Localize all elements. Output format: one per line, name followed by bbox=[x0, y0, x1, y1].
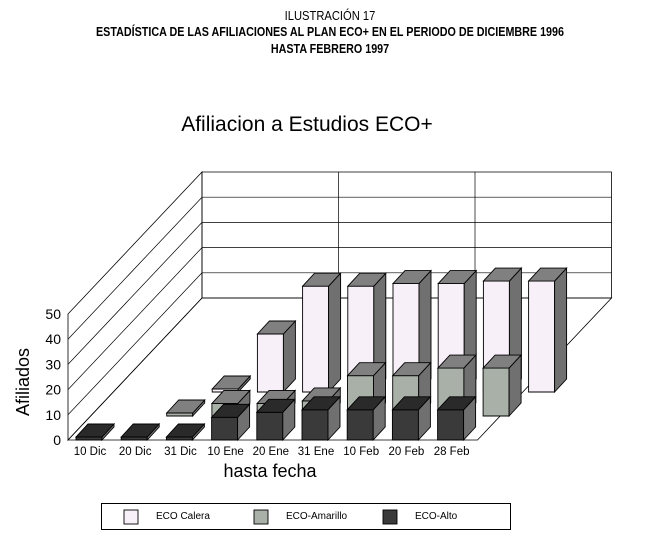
legend-swatch bbox=[124, 510, 138, 524]
bar-front bbox=[302, 410, 328, 440]
bar bbox=[76, 424, 114, 440]
side-grid-line bbox=[68, 197, 202, 339]
legend bbox=[101, 503, 511, 530]
bar-front bbox=[483, 368, 509, 416]
legend-swatch bbox=[383, 510, 397, 524]
bar-front bbox=[529, 281, 555, 392]
bar bbox=[483, 355, 521, 416]
bar-top bbox=[167, 400, 205, 413]
bar-top bbox=[121, 424, 159, 437]
y-tick-label: 0 bbox=[53, 432, 61, 448]
x-tick-label: 10 Ene bbox=[207, 446, 244, 458]
x-tick-label: 20 Feb bbox=[388, 446, 425, 458]
x-tick-label: 10 Feb bbox=[343, 446, 380, 458]
bar bbox=[303, 273, 341, 392]
side-grid-line bbox=[68, 273, 202, 415]
bar bbox=[257, 321, 295, 392]
bar-front bbox=[392, 410, 418, 440]
bar-side bbox=[555, 268, 567, 392]
legend-label: ECO-Amarillo bbox=[286, 511, 348, 522]
y-tick-label: 50 bbox=[45, 306, 61, 322]
bar bbox=[438, 397, 476, 440]
legend-item bbox=[254, 510, 348, 524]
legend-item bbox=[124, 510, 210, 524]
bar-front bbox=[438, 410, 464, 440]
x-tick-label: 31 Ene bbox=[297, 446, 335, 458]
legend-item bbox=[383, 510, 458, 524]
y-tick-label: 20 bbox=[45, 381, 61, 398]
bar-top bbox=[212, 376, 250, 389]
bar bbox=[529, 268, 567, 392]
chart-title: Afiliacion a Estudios ECO+ bbox=[181, 113, 433, 136]
y-tick-label: 10 bbox=[45, 406, 61, 423]
side-grid-line bbox=[68, 222, 202, 364]
bar-front bbox=[303, 286, 329, 392]
bar bbox=[302, 397, 340, 440]
legend-label: ECO Calera bbox=[156, 511, 210, 522]
bar bbox=[347, 397, 385, 440]
figure-title-line-2: HASTA FEBRERO 1997 bbox=[270, 42, 390, 56]
y-tick-label: 40 bbox=[45, 331, 61, 348]
x-axis-ticks bbox=[74, 446, 470, 458]
illustration-number: ILUSTRACIÓN 17 bbox=[284, 8, 376, 23]
x-tick-label: 28 Feb bbox=[433, 446, 470, 458]
bar bbox=[121, 424, 159, 440]
bar bbox=[167, 400, 205, 416]
bar-front bbox=[257, 334, 283, 392]
x-tick-label: 20 Dic bbox=[118, 446, 152, 458]
bar-side bbox=[329, 273, 341, 392]
bar-front bbox=[212, 417, 238, 440]
bar-top bbox=[166, 424, 204, 437]
bar bbox=[392, 397, 430, 440]
y-axis-label: Afiliados bbox=[13, 347, 33, 417]
x-tick-label: 20 Ene bbox=[252, 446, 290, 458]
x-axis-label: hasta fecha bbox=[223, 461, 317, 481]
bar-front bbox=[347, 410, 373, 440]
bar bbox=[166, 424, 204, 440]
bar bbox=[212, 376, 250, 392]
y-tick-label: 30 bbox=[45, 356, 61, 373]
legend-swatch bbox=[254, 510, 268, 524]
x-tick-label: 10 Dic bbox=[73, 446, 107, 458]
y-axis-ticks bbox=[45, 306, 61, 448]
bar-front bbox=[257, 412, 283, 440]
figure-title-line-1: ESTADÍSTICA DE LAS AFILIACIONES AL PLAN ECO+ EN EL PERIODO DE DICIEMBRE 1996 bbox=[95, 25, 565, 39]
side-grid-line bbox=[68, 248, 202, 390]
x-tick-label: 31 Dic bbox=[164, 446, 197, 458]
legend-label: ECO-Alto bbox=[415, 511, 458, 522]
